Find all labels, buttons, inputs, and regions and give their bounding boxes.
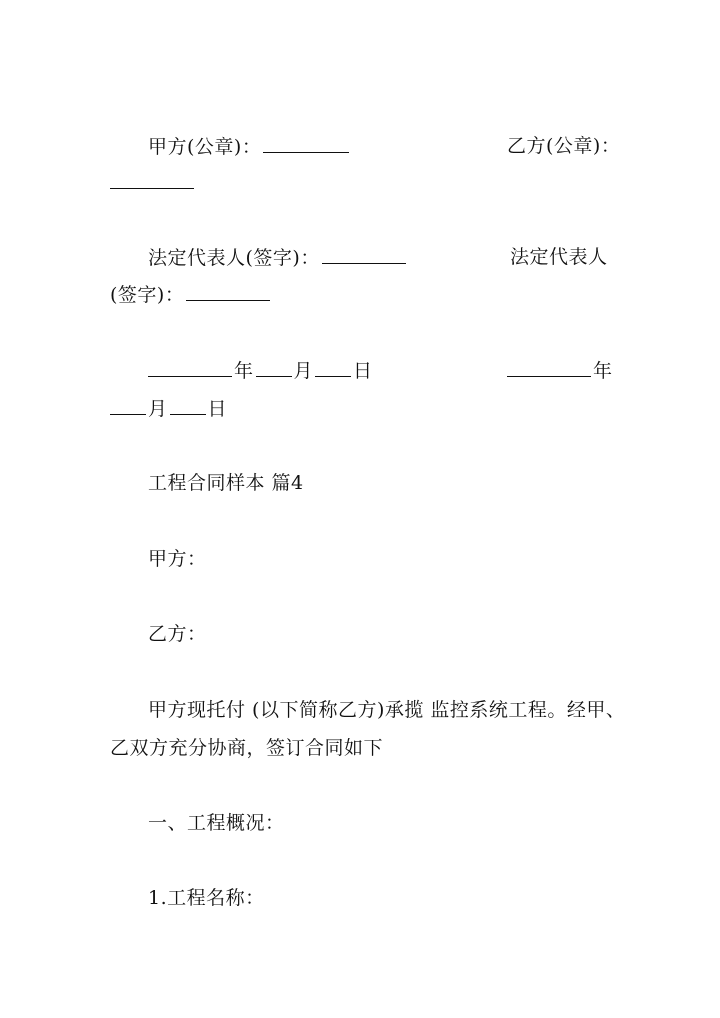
intro-paragraph-line-2: 乙双方充分协商，签订合同如下 [110, 737, 384, 759]
rep-b-blank [186, 282, 270, 301]
date-b-month-day-line [110, 396, 227, 421]
rep-a-line [148, 245, 408, 270]
date-a-day-blank [315, 358, 351, 377]
date-b-year-blank [507, 358, 591, 377]
party-a-seal-line [148, 134, 351, 159]
date-b-year-label: 年 [593, 360, 613, 382]
party-a-seal-label: 甲方(公章)： [148, 136, 262, 158]
party-b-seal-line [110, 170, 196, 195]
date-a-year-blank [148, 358, 232, 377]
rep-a-blank [322, 245, 406, 264]
date-b-day-label: 日 [207, 398, 228, 420]
date-b-month-label: 月 [148, 398, 168, 420]
party-b-label: 乙方： [148, 623, 207, 645]
rep-b-label-part1: 法定代表人 [510, 246, 608, 268]
date-a-month-label: 月 [293, 360, 314, 382]
rep-a-label: 法定代表人(签字)： [148, 247, 320, 269]
rep-b-line [110, 282, 272, 307]
party-a-label: 甲方： [148, 548, 207, 570]
intro-paragraph-line-1: 甲方现托付 (以下简称乙方)承揽 监控系统工程。经甲、 [148, 699, 626, 721]
clause-1-1-project-name: 1.工程名称： [148, 887, 265, 909]
date-a-line [148, 358, 373, 383]
party-a-seal-blank [263, 134, 349, 153]
date-a-month-blank [256, 358, 292, 377]
date-a-day-label: 日 [353, 360, 373, 382]
date-b-day-blank [170, 396, 206, 415]
date-a-year-label: 年 [234, 360, 254, 382]
party-b-seal-blank [110, 170, 194, 189]
rep-b-label-part2: (签字)： [110, 284, 185, 306]
section-title: 工程合同样本 篇4 [148, 472, 304, 494]
party-b-seal-label: 乙方(公章)： [507, 135, 621, 157]
clause-1-heading: 一、工程概况： [148, 812, 285, 834]
date-b-month-blank [110, 396, 146, 415]
date-b-year-line [507, 358, 613, 383]
